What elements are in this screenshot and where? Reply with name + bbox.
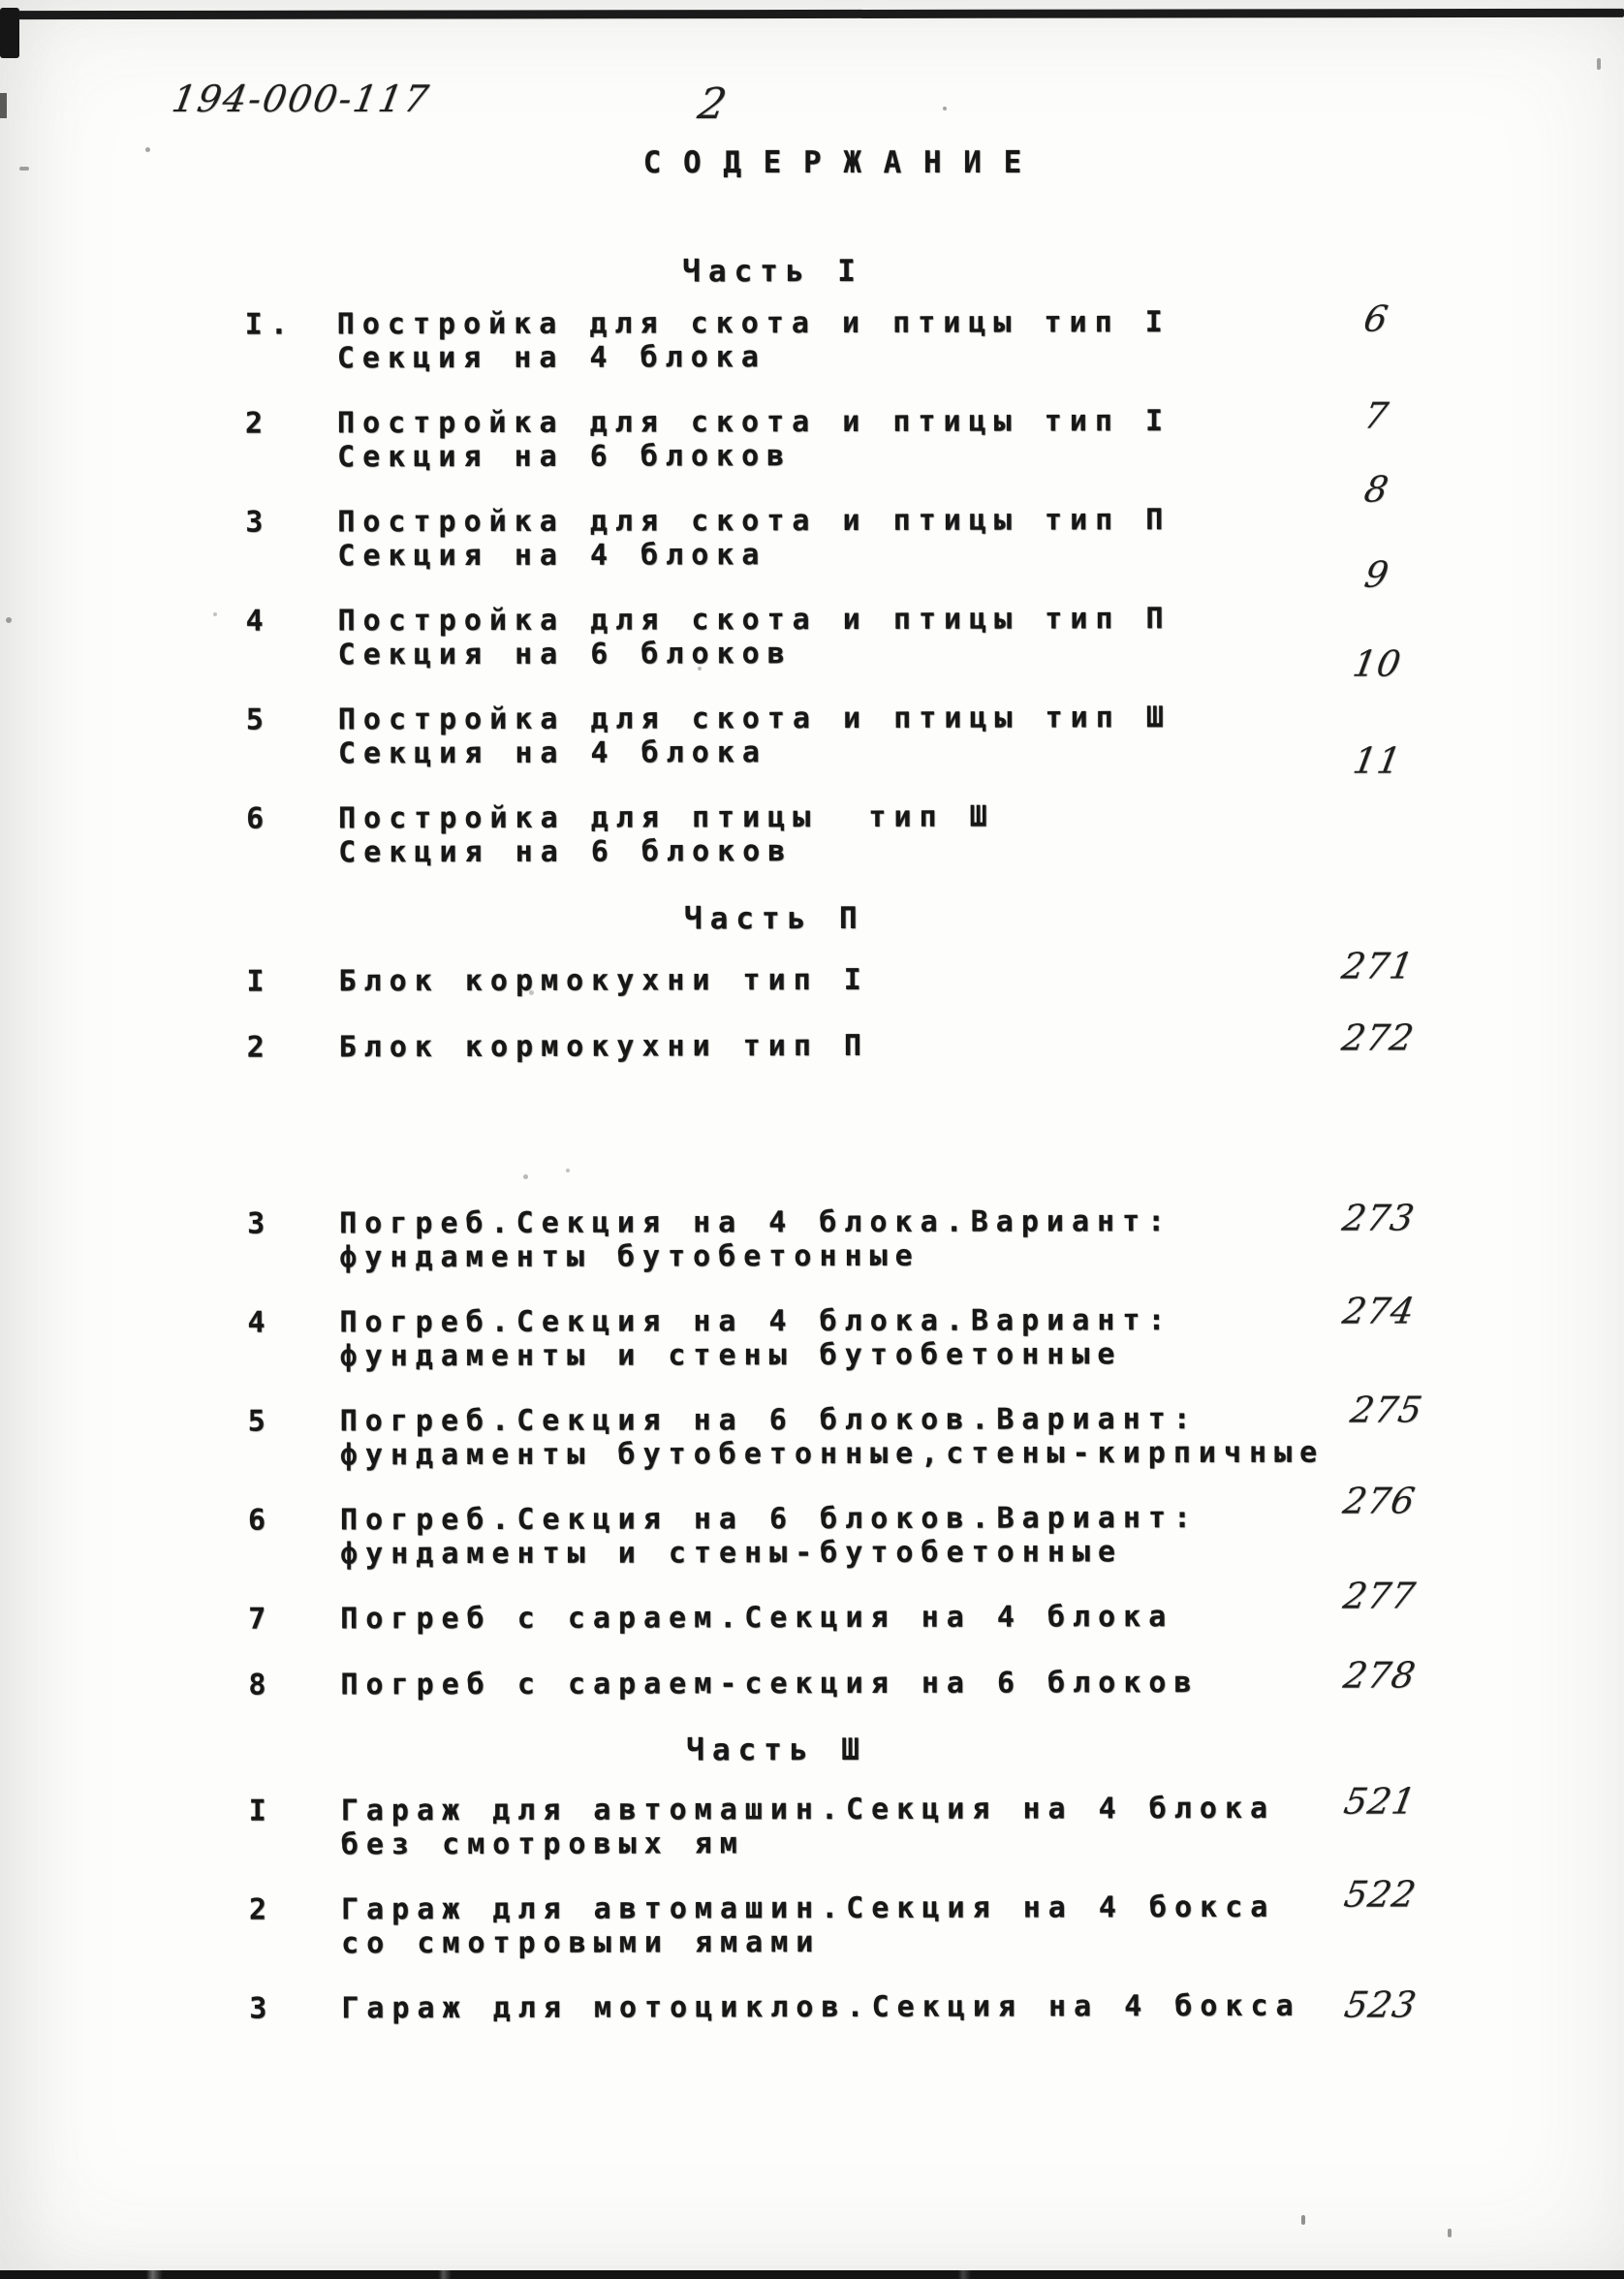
scan-corner-blob: [0, 8, 19, 58]
item-title: [339, 1028, 1308, 1065]
item-line1: Погреб с сараем-секция на 6 блоков: [340, 1666, 1200, 1702]
item-line1: Постройка для скота и птицы тип I: [336, 305, 1171, 342]
item-page-number: 8: [1360, 468, 1392, 511]
toc-row: [245, 468, 1447, 574]
item-number: 2: [244, 406, 271, 441]
item-number: 5: [247, 1404, 273, 1439]
item-number: 6: [247, 1503, 274, 1538]
item-title: [338, 962, 1307, 999]
scan-speck: [145, 147, 150, 152]
item-number: 4: [247, 1305, 273, 1340]
item-page-number: 7: [1360, 394, 1392, 437]
item-number: I: [246, 964, 272, 999]
item-title: [339, 1303, 1308, 1374]
item-number: I.: [244, 307, 296, 342]
part-heading-3: Часть Ш: [686, 1732, 867, 1768]
toc-row: [248, 1575, 1450, 1639]
item-page-number: 11: [1350, 739, 1405, 782]
item-line1: Постройка для скота и птицы тип П: [337, 602, 1171, 639]
toc-row: [248, 1780, 1451, 1862]
item-line1: Блок кормокухни тип I: [338, 962, 869, 999]
item-title: [341, 1989, 1310, 2026]
item-number: 6: [246, 801, 272, 836]
item-line2: Секция на 4 блока: [337, 735, 768, 771]
item-page-number: 274: [1339, 1290, 1419, 1332]
item-line2: фундаменты бутобетонные: [339, 1238, 921, 1275]
item-number: 4: [245, 604, 271, 639]
item-title: [340, 1501, 1309, 1572]
item-page-number: 275: [1347, 1389, 1427, 1431]
item-number: 2: [248, 1892, 275, 1927]
item-line1: Постройка для скота и птицы тип I: [336, 404, 1171, 441]
item-page-number: 277: [1340, 1575, 1420, 1617]
toc-row: [248, 1654, 1450, 1704]
item-title: [340, 1600, 1309, 1637]
item-line1: Постройка для птицы тип Ш: [338, 799, 995, 836]
part-heading-2: Часть П: [683, 900, 865, 937]
item-line1: Гараж для автомашин.Секция на 4 бокса: [340, 1889, 1276, 1927]
item-page-number: 10: [1349, 642, 1405, 685]
toc-row: [247, 1389, 1450, 1473]
item-title: [338, 799, 1307, 870]
item-title: [337, 503, 1306, 574]
item-number: 7: [248, 1602, 274, 1637]
scan-speck: [19, 167, 29, 171]
item-line2: Секция на 4 блока: [337, 538, 767, 574]
scan-speck: [213, 612, 217, 616]
item-page-number: 6: [1360, 297, 1392, 340]
item-line2: фундаменты и стены бутобетонные: [339, 1337, 1123, 1374]
item-page-number: 276: [1339, 1480, 1420, 1522]
scan-speck: [1301, 2215, 1305, 2225]
item-line1: Блок кормокухни тип П: [338, 1028, 870, 1065]
item-number: 5: [245, 702, 271, 737]
item-line1: Погреб.Секция на 6 блоков.Вариант:: [339, 1501, 1200, 1538]
item-line2: Секция на 6 блоков: [337, 439, 793, 475]
item-page-number: 9: [1361, 553, 1393, 596]
item-title: [340, 1666, 1309, 1702]
item-title: [337, 404, 1306, 475]
toc: [245, 252, 1452, 2057]
doc-code-handwritten: 194-000-117: [169, 78, 434, 120]
scan-border-top: [14, 9, 1624, 19]
item-title: [339, 1204, 1308, 1275]
toc-row: [249, 1983, 1451, 2028]
item-line2: Секция на 4 блока: [336, 340, 766, 376]
item-number: 3: [247, 1206, 273, 1241]
item-line1: Погреб с сараем.Секция на 4 блока: [340, 1600, 1174, 1637]
part-heading-1: Часть I: [682, 253, 863, 290]
item-line1: Постройка для скота и птицы тип Ш: [337, 701, 1171, 737]
scan-speck: [1597, 58, 1601, 70]
item-line1: Гараж для автомашин.Секция на 4 блока: [340, 1791, 1276, 1828]
scan-speck: [6, 617, 12, 623]
item-number: 8: [248, 1668, 274, 1702]
item-number: 2: [246, 1030, 272, 1065]
toc-row: [246, 1016, 1449, 1067]
item-title: [341, 1890, 1310, 1961]
item-line1: Постройка для скота и птицы тип П: [337, 503, 1171, 540]
item-line1: Погреб.Секция на 4 блока.Вариант:: [339, 1303, 1173, 1340]
item-page-number: 521: [1340, 1780, 1420, 1823]
scan-speck: [1448, 2229, 1452, 2237]
item-line2: фундаменты бутобетонные,стены-кирпичные: [339, 1435, 1326, 1473]
item-line2: Секция на 6 блоков: [338, 834, 794, 870]
toc-row: [248, 1873, 1451, 1961]
item-page-number: 523: [1341, 1983, 1421, 2026]
item-page-number: 522: [1341, 1873, 1421, 1916]
item-line2: фундаменты и стены-бутобетонные: [340, 1535, 1124, 1572]
item-page-number: 272: [1338, 1016, 1418, 1059]
item-title: [338, 701, 1307, 771]
item-number: I: [248, 1794, 274, 1828]
item-page-number: 273: [1339, 1197, 1419, 1239]
item-number: 3: [249, 1991, 275, 2026]
scan-border-bottom: [0, 2270, 1624, 2279]
toc-row: [244, 394, 1447, 475]
item-title: [340, 1402, 1326, 1473]
toc-row: [247, 1197, 1449, 1275]
item-line1: Гараж для мотоциклов.Секция на 4 бокса: [341, 1988, 1301, 2026]
item-line2: Секция на 6 блоков: [337, 637, 793, 672]
item-title: [337, 305, 1306, 376]
page-number: 2: [694, 79, 731, 129]
item-line2: без смотровых ям: [340, 1826, 745, 1862]
item-title: [338, 602, 1307, 672]
item-title: [341, 1792, 1310, 1862]
toc-row: [246, 945, 1448, 1001]
item-line2: со смотровыми ямами: [341, 1925, 822, 1961]
item-page-number: 271: [1338, 945, 1418, 987]
toc-title: С О Д Е Р Ж А Н И Е: [642, 145, 1024, 180]
scan-edge-mark: [0, 93, 7, 118]
item-page-number: 278: [1340, 1654, 1420, 1697]
item-line1: Погреб.Секция на 4 блока.Вариант:: [339, 1204, 1173, 1241]
scan-speck: [943, 107, 947, 110]
toc-row: [244, 297, 1447, 376]
item-number: 3: [245, 505, 271, 540]
toc-row: [247, 1290, 1449, 1374]
toc-row: [247, 1480, 1450, 1572]
item-line1: Погреб.Секция на 6 блоков.Вариант:: [339, 1402, 1199, 1439]
